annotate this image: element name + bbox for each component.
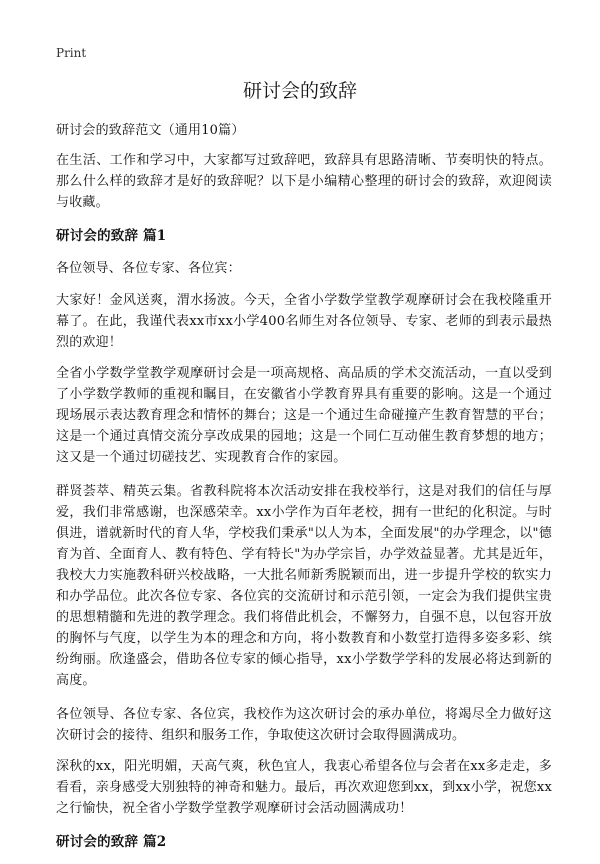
body-paragraph: 深秋的xx，阳光明媚，天高气爽，秋色宜人，我衷心希望各位与会者在xx多走走，多看看，亲身感受大别独特的神奇和魅力。最后，再次欢迎您到xx，到xx小学，祝您xx之行愉快，祝全省小学数学堂教学观摩研讨会活动圆满成功！	[56, 759, 552, 816]
page-title: 研讨会的致辞	[242, 80, 357, 102]
intro-paragraph: 在生活、工作和学习中，大家都写过致辞吧，致辞具有思路清晰、节奏明快的特点。那么什么样的致辞才是好的致辞呢？以下是小编精心整理的研讨会的致辞，欢迎阅读与收藏。	[56, 153, 552, 210]
body-paragraph: 各位领导、各位专家、各位宾，我校作为这次研讨会的承办单位，将竭尽全力做好这次研讨会的接待、组织和服务工作，争取使这次研讨会取得圆满成功。	[56, 707, 552, 743]
document-body	[56, 120, 552, 864]
body-paragraph: 群贤荟萃、精英云集。省教科院将本次活动安排在我校举行，这是对我们的信任与厚爱，我们非常感谢，也深感荣幸。xx小学作为百年老校，拥有一世纪的化积淀。与时俱进，谱就新时代的育人华，学校我们秉承"以人为本，全面发展"的办学理念，以"德育为首、全面育人、教有特色、学有特长"为办学宗旨，办学效益显著。尤其是近年，我校大力实施教科研兴校战略，一大批名师新秀脱颖而出，进一步提升学校的软实力和办学品位。此次各位专家、各位宾的交流研讨和示范引领，一定会为我们提供宝贵的思想精髓和先进的教学理念。我们将借此机会，不懈努力，自强不息，以包容开放的胸怀与气度，以学生为本的理念和方向，将小数教育和小数堂打造得多姿多彩、缤纷绚丽。欣逢盛会，借助各位专家的倾心指导，xx小学数学学科的发展必将达到新的高度。	[56, 484, 552, 688]
body-paragraph: 全省小学数学堂教学观摩研讨会是一项高规格、高品质的学术交流活动，一直以受到了小学数学教师的重视和瞩目，在安徽省小学教育界具有重要的影响。这是一个通过现场展示表达教育理念和情怀的舞台；这是一个通过生命碰撞产生教育智慧的平台；这是一个通过真情交流分享改成果的园地；这是一个同仁互动催生教育梦想的地方；这又是一个通过切磋技艺、实现教育合作的家园。	[56, 366, 552, 465]
print-link[interactable]: Print	[56, 46, 87, 60]
document-subtitle: 研讨会的致辞范文（通用10篇）	[56, 123, 245, 138]
body-paragraph: 大家好！金风送爽，渭水扬波。今天，全省小学数学堂教学观摩研讨会在我校隆重开幕了。在此，我谨代表xx市xx小学400名师生对各位领导、专家、老师的到表示最热烈的欢迎！	[56, 293, 552, 350]
section-heading-2: 研讨会的致辞 篇2	[56, 834, 167, 850]
greeting-line: 各位领导、各位专家、各位宾：	[56, 261, 241, 276]
section-heading-1: 研讨会的致辞 篇1	[56, 228, 167, 244]
